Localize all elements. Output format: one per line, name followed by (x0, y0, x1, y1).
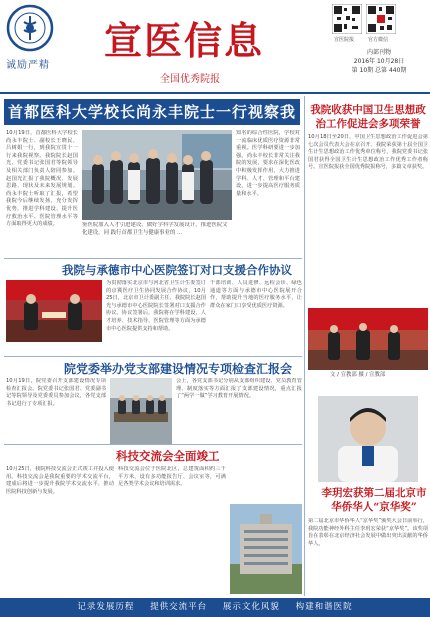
section-divider-1 (4, 258, 302, 259)
right-headline-honors: 我院收获中国卫生思想政治工作促进会多项荣誉 (310, 104, 426, 130)
newspaper-subtitle: 全国优秀院报 (160, 74, 220, 85)
meeting-photo (110, 378, 172, 444)
main-headline: 首都医科大学校长尚永丰院士一行视察我 (4, 99, 300, 125)
building-photo-icon (230, 504, 302, 594)
fourth-story-col2: 科技交流会位于医院北区，总建筑面积约三千平方米，设有多功能报告厅、会议室等，可满足各类学术会议和培训需求。 (118, 466, 226, 488)
portrait-photo-icon (318, 396, 418, 482)
award-ceremony-photo-icon (308, 308, 428, 370)
main-story-photo (82, 130, 232, 220)
right-headline-award: 李玥宏获第二届北京市华侨华人“京华奖” (321, 487, 427, 513)
qr-code-icon (332, 4, 362, 34)
logo-emblem-icon (6, 4, 54, 52)
masthead (0, 0, 430, 92)
fourth-story-col1: 10月25日，我院科技交流会正式竣工并投入使用。科技交流会是我院重要的学术交流平台，建成后将进一步提升我院学术交流水平，推动医院科技创新与发展。 (6, 466, 114, 495)
third-headline: 院党委举办党支部建设情况专项检查汇报会 (64, 362, 293, 376)
newspaper-title: 宣医信息 (104, 18, 265, 63)
second-story-col1: 为贯彻落实北京市与河北省卫生计生委签订的京冀医疗卫生协同发展合作协议，10月25日，北京市卫计委副主任、我院院长赵国光与承德市中心医院院长签署对口支援合作协议。协议签署后，我院将在学科建设、人才培养、技术指导、医院管理等方面为承德市中心医院提供支持和帮助。 (106, 280, 206, 332)
building-photo (230, 504, 302, 594)
footer-item-2: 提供交流平台 (150, 602, 208, 612)
masthead-rule (0, 92, 430, 94)
footer-item-3: 展示文化风貌 (222, 602, 280, 612)
portrait-photo (318, 396, 418, 482)
signing-ceremony-photo-icon (6, 280, 102, 342)
issue-date: 2016年 10月28日 (353, 58, 405, 65)
footer-item-1: 记录发展历程 (77, 602, 135, 612)
third-story-col1: 10月19日，院党委召开支部建设情况专项检查汇报会。院党委书记张国君、党委副书记等院领导及党委委员参加会议，各党支部书记进行了专项汇报。 (6, 378, 106, 407)
third-story-col2: 会上，各党支部书记分别从支部组织建设、党员教育管理、制度落实等方面汇报了支部建设情况，重点汇报了“两学一做”学习教育开展情况。 (176, 378, 302, 400)
footer-banner (0, 598, 430, 617)
right-story-award-text: 第二届北京市华侨华人“京华奖”颁奖大会日前举行，我院功能神经外科主任李玥宏荣获“京华奖”。该奖项旨在表彰在北京经济社会发展中做出突出贡献的华侨华人。 (308, 518, 428, 547)
section-divider-3 (4, 444, 302, 445)
right-story-photo (308, 308, 428, 370)
right-photo-caption: 文 / 宣教部 摄 / 宣教部 (330, 372, 386, 378)
main-story-col2: 知名的综合性医院，学校对一流临床优质医疗资源非常重视。医学科研要进一步加强。尚永丰校长非常关注我院的发展，要求在深化医改中积极发挥作用，大力推进学科、人才、管理和平台建设，进一步提高医疗服务质量和水平。 (236, 130, 300, 197)
hospital-logo (6, 4, 54, 52)
section-divider-2 (4, 356, 302, 357)
wechat-qr-code-icon (366, 4, 396, 34)
fourth-headline: 科技交流会全面竣工 (116, 449, 220, 463)
footer-item-4: 构建和谐医院 (295, 602, 353, 612)
main-photo-caption: 鉴医院加入人才引进建设，做好学科学发展设计，推进医院文化建设。同 践行首都卫生与健康事业的 ... (82, 222, 228, 236)
issue-number: 第 10期 总第 440期 (351, 67, 407, 74)
second-headline: 我院与承德市中心医院签订对口支援合作协议 (62, 263, 292, 277)
issue-info (332, 48, 426, 75)
qr-label-wechat: 官方微信 (368, 37, 389, 43)
right-story-honors-text: 10月18日至20日，中国卫生思想政治工作促进会第七次会员代表大会在京召开。我院荣获第十届全国卫生计生思想政治工作优秀单位称号，我院党委书记张国君获得全国卫生计生思想政治工作优秀工作者称号。宣医院报获全国优秀院报称号，多篇文章获奖。 (308, 134, 428, 171)
qr-label-newspaper: 宣医院报 (334, 37, 355, 43)
agreement-signing-photo (6, 280, 102, 342)
second-story-col2: 干部培训、人员进修、远程会诊、绿色通道等方面与承德市中心医院展开合作，帮助提升当地的医疗服务水平，让群众在家门口享受优质医疗资源。 (210, 280, 302, 309)
meeting-room-photo-icon (110, 378, 172, 444)
main-story-col1: 10月19日，首都医科大学校长尚永丰院士、副校长王晓民、吕树娟一行，到我院宣贯十一行来我院视察。我院院长赵国光、党委书记张国君等院领导及相关部门负责人陪同参加。赵国光汇报了我院概况、发展思路、现状及未来发展规划。尚永丰院士听取了汇报，希望我院今后继续发扬、充分发挥优势，推进学科建设、提升医疗救治水平、医院管理水平等方面取得更大的成绩。 (6, 130, 78, 228)
hospital-slogan: 诚励严精 (6, 60, 50, 71)
column-divider (304, 96, 305, 596)
issue-type: 内部刊物 (366, 49, 391, 56)
group-visit-photo-icon (82, 130, 232, 220)
